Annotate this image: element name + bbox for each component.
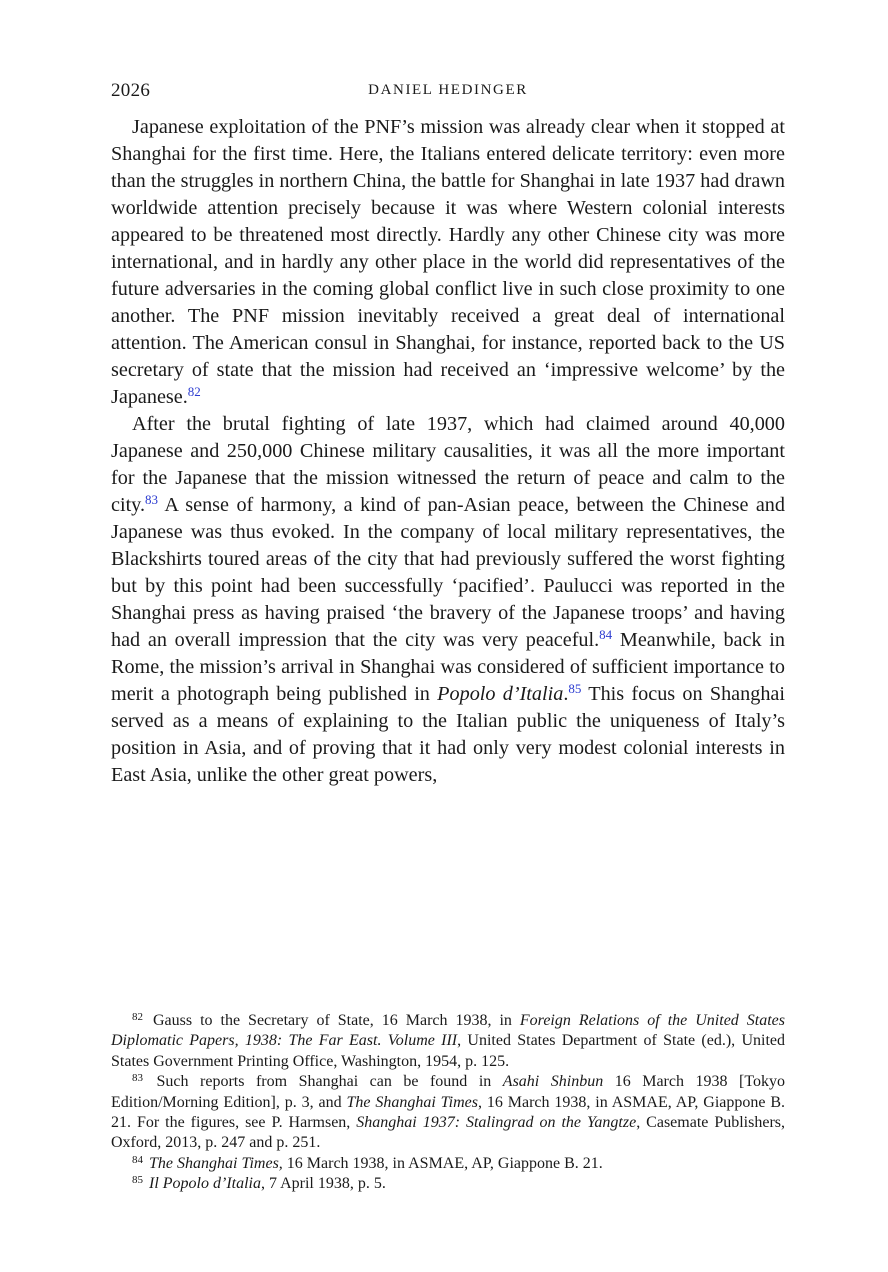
- footnote-text: 16 March 1938 [Tokyo Edition/Morning Edition], p. 3, and: [111, 1073, 786, 1111]
- paragraph-text: .: [563, 683, 569, 705]
- paragraph-2: [111, 411, 785, 789]
- footnote-83: [111, 1072, 785, 1154]
- footnote-citation-title: The Shanghai Times,: [145, 1154, 283, 1172]
- footnote-text: Gauss to the Secretary of State, 16 March 1938, in: [145, 1012, 520, 1029]
- footnote-citation-title: Foreign Relations of the United States Diplomatic Papers, 1938: The Far East. Volume III: [111, 1012, 785, 1050]
- footnote-reference-83[interactable]: 83: [145, 492, 159, 507]
- page-header: [111, 80, 785, 104]
- paragraph-text: Japanese exploitation of the PNF’s mission was already clear when it stopped at Shanghai for the first time. Here, the Italians entered delicate territory: even more than the struggles in northern China, the battle for Shanghai in late 1937 had drawn worldwide attention precisely because it was where Western colonial interests appeared to be threatened most directly. Hardly any other Chinese city was more international, and in hardly any other place in the world did representatives of the future adversaries in the coming global conflict live in such close proximity to one another. The PNF mission inevitably received a great deal of international attention. The American consul in Shanghai, for instance, reported back to the US secretary of state that the mission had received an ‘impressive welcome’ by the Japanese.: [111, 116, 785, 408]
- footnote-text: , United States Department of State (ed.), United States Government Printing Office, Washington, 1954, p. 125.: [111, 1032, 785, 1070]
- paragraph-1: [111, 114, 785, 411]
- footnote-reference-82[interactable]: 82: [187, 384, 201, 399]
- footnote-number: 82: [132, 1011, 143, 1023]
- main-text: [111, 114, 785, 789]
- footnote-citation-title: Il Popolo d’Italia: [145, 1175, 261, 1193]
- footnote-citation-title: The Shanghai Times: [346, 1093, 479, 1111]
- paragraph-text: A sense of harmony, a kind of pan-Asian peace, between the Chinese and Japanese was thus evoked. In the company of local military representatives, the Blackshirts toured areas of the city that had previously suffered the worst fighting but by this point had been successfully ‘pacified’. Paulucci was reported in the Shanghai press as having praised ‘the bravery of the Japanese troops’ and having had an overall impression that the city was very peaceful.: [111, 494, 785, 651]
- footnote-84: [111, 1154, 785, 1174]
- footnote-citation-title: Shanghai 1937: Stalingrad on the Yangtze: [356, 1114, 637, 1132]
- footnote-reference-85[interactable]: 85: [568, 681, 582, 696]
- page-number: 2026: [111, 80, 151, 101]
- footnote-82: [111, 1011, 785, 1072]
- footnote-citation-title: Asahi Shinbun: [502, 1073, 604, 1091]
- footnotes: [111, 1011, 785, 1195]
- publication-title: Popolo d’Italia: [437, 683, 564, 705]
- running-head-author: DANIEL HEDINGER: [368, 82, 528, 98]
- footnote-number: 83: [132, 1072, 143, 1085]
- footnote-number: 84: [132, 1153, 143, 1166]
- footnote-text: , 16 March 1938, in ASMAE, AP, Giappone B. 21. For the figures, see P. Harmsen,: [111, 1093, 786, 1132]
- paragraph-text: This focus on Shanghai served as a means of explaining to the Italian public the uniqueness of Italy’s position in Asia, and of proving that it had only very modest colonial interests in East Asia, unlike the other great powers,: [111, 683, 785, 786]
- footnote-text: , 7 April 1938, p. 5.: [260, 1175, 386, 1193]
- footnote-reference-84[interactable]: 84: [599, 627, 613, 642]
- footnote-text: , Casemate Publishers, Oxford, 2013, p. 247 and p. 251.: [111, 1114, 786, 1152]
- paragraph-text: Meanwhile, back in Rome, the mission’s arrival in Shanghai was considered of sufficient importance to merit a photograph being published in: [111, 629, 785, 705]
- footnote-text: Such reports from Shanghai can be found in: [145, 1073, 503, 1091]
- footnote-text: 16 March 1938, in ASMAE, AP, Giappone B. 21.: [282, 1154, 603, 1172]
- footnote-number: 85: [132, 1174, 143, 1187]
- footnote-85: [111, 1174, 785, 1194]
- paragraph-text: After the brutal fighting of late 1937, which had claimed around 40,000 Japanese and 250,000 Chinese military causalities, it was all the more important for the Japanese that the mission witnessed the return of peace and calm to the city.: [111, 413, 785, 516]
